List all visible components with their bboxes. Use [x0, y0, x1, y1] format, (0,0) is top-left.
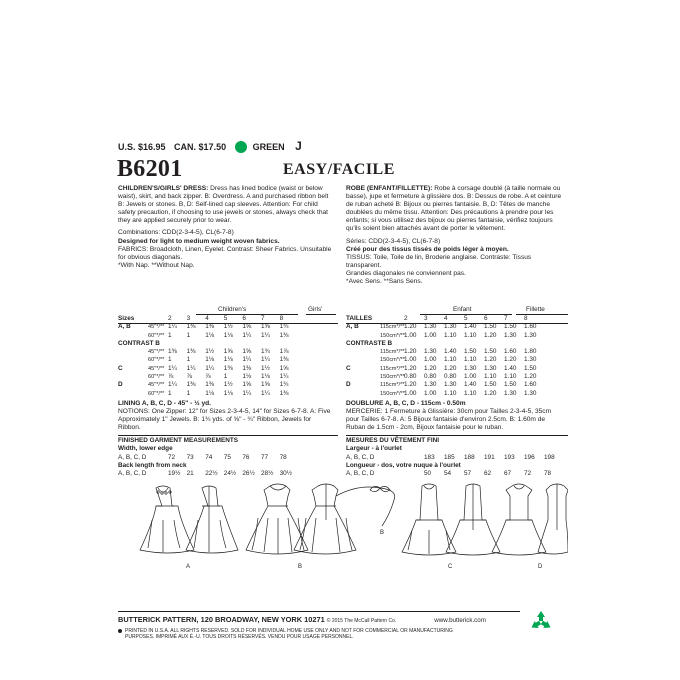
en-yardage-cell: 1¼ [260, 356, 270, 364]
fr-back-views: A, B, C, D [346, 470, 375, 478]
en-back-value: 26½ [242, 470, 255, 478]
en-yardage-cell: 1⅜ [279, 331, 289, 339]
sketch-label-b: B [298, 564, 303, 570]
fr-yardage-cell: 1.50 [484, 348, 497, 356]
fr-yardage-cell: 1.50 [484, 381, 497, 389]
fr-back-value: 54 [444, 470, 452, 478]
en-yardage-cell: 1¼ [260, 331, 270, 339]
fr-finished-rule [346, 435, 568, 436]
en-yardage-row [118, 381, 298, 389]
fr-yardage-cell: 1.10 [464, 389, 477, 397]
fr-back-value: 78 [544, 470, 552, 478]
fr-size: 4 [444, 315, 448, 322]
fr-size: 7 [504, 315, 508, 322]
en-size: 7 [260, 315, 265, 322]
fr-yardage-cell: 1.30 [424, 348, 437, 356]
en-group-children: Children's [218, 306, 247, 313]
en-back-value: 22½ [205, 470, 218, 478]
sketch-b-front [246, 484, 308, 554]
fr-yardage-cell: 1.00 [404, 356, 417, 364]
en-section-row [118, 340, 298, 348]
footer-url: www.butterick.com [434, 617, 486, 624]
fr-yardage-cell: 1.20 [404, 381, 417, 389]
en-back-value: 30½ [279, 470, 293, 478]
footer-rule [118, 611, 520, 612]
en-fabric-width: 45"*/** [148, 365, 165, 372]
en-view-label [118, 348, 148, 356]
fr-fabric-width: 115cm*/** [380, 324, 405, 331]
fr-yardage-cell: 1.50 [504, 381, 517, 389]
english-description [118, 185, 333, 273]
fr-nap-note: *Avec Sens. **Sans Sens. [346, 278, 423, 286]
sketch-label-a: A [186, 564, 191, 570]
en-yardage-cell: 1⅛ [223, 331, 233, 339]
fr-fabric-width: 115cm*/** [380, 365, 405, 372]
fr-yardage-cell: 1.40 [504, 364, 517, 372]
en-yardage-cell: 1¼ [186, 364, 196, 372]
fr-view-label [346, 390, 380, 398]
fr-yardage-cell: 1.20 [504, 356, 517, 364]
fr-fabric-width: 150cm*/** [380, 374, 405, 381]
fr-yardage-cell: 1.20 [524, 373, 537, 381]
fr-yardage-cell: 1.10 [504, 373, 517, 381]
fr-size: 5 [464, 315, 468, 322]
en-yardage-table [118, 315, 298, 398]
fr-view-label [346, 348, 380, 356]
en-yardage-row [118, 365, 298, 373]
fr-yardage-cell: 1.30 [504, 331, 517, 339]
en-back-label: Back length from neck [118, 461, 187, 469]
en-size: 4 [205, 315, 209, 322]
en-size: 6 [242, 315, 246, 322]
en-group-girls: Girls' [308, 306, 323, 313]
sketch-b-ribbon [336, 486, 395, 526]
fr-group-enfant: Enfant [453, 306, 472, 313]
fr-yardage-cell: 1.30 [464, 364, 477, 372]
en-yardage-cell: 1¾ [279, 323, 289, 331]
fr-yardage-cell: 1.20 [404, 364, 417, 372]
fr-width-value: 191 [484, 453, 495, 461]
en-fabric-width: 60"*/** [148, 357, 165, 364]
fr-yardage-cell: 1.20 [484, 389, 497, 397]
en-yardage-cell: 1⅛ [260, 373, 270, 381]
fr-yardage-table [346, 315, 544, 398]
en-yardage-cell: 1 [223, 373, 228, 381]
en-yardage-cell: 1⅜ [168, 348, 177, 356]
en-yardage-cell: ⅞ [186, 373, 192, 381]
fr-back-value: 72 [524, 470, 532, 478]
en-width-value: 74 [205, 453, 213, 461]
en-yardage-cell: 1⅜ [279, 389, 289, 397]
pattern-number: B6201 [117, 156, 183, 182]
en-yardage-cell: 1⅝ [260, 381, 270, 389]
en-yardage-cell: 1⅛ [205, 331, 215, 339]
en-nap-note: *With Nap. **Without Nap. [118, 261, 195, 269]
en-yardage-cell: 1⅜ [279, 356, 289, 364]
fr-lining-notions [346, 400, 564, 435]
fr-size: 3 [424, 315, 428, 322]
footer-fine-line-1: PRINTED IN U.S.A. ALL RIGHTS RESERVED. SOLD FOR INDIVIDUAL HOME USE ONLY AND NOT FOR COMMERCIAL OR MANUFACTURING [125, 628, 453, 634]
en-fabric-width: 45"*/** [148, 324, 165, 331]
fr-yardage-cell: 1.10 [464, 356, 477, 364]
en-yardage-cell: 1⅛ [223, 356, 233, 364]
en-yardage-cell: 1½ [260, 364, 270, 372]
fr-yardage-cell: 1.30 [524, 356, 537, 364]
en-section-label: CONTRAST B [118, 339, 160, 347]
fr-fabric-width: 150cm*/** [380, 357, 405, 364]
fr-yardage-row [346, 323, 544, 331]
en-yardage-cell: 1¾ [260, 348, 270, 356]
fr-yardage-cell: 1.40 [464, 323, 477, 331]
fr-yardage-cell: 1.00 [404, 331, 417, 339]
en-finished-measurements [118, 437, 298, 478]
en-back-value: 24½ [223, 470, 237, 478]
en-back-value: 28½ [260, 470, 274, 478]
fr-view-label: C [346, 364, 351, 372]
fr-fabric-width: 150cm*/** [380, 332, 405, 339]
en-yardage-cell: 1⅛ [205, 389, 215, 397]
en-view-label [118, 356, 148, 364]
fr-yardage-row [346, 356, 544, 364]
en-yardage-cell: 1⅛ [223, 389, 233, 397]
fr-yardage-row [346, 390, 544, 398]
fr-view-label [346, 332, 380, 340]
en-yardage-cell: 1 [168, 331, 172, 339]
fr-yardage-cell: 0.80 [444, 373, 457, 381]
fr-yardage-cell: 1.20 [444, 364, 457, 372]
fr-yardage-cell: 1.30 [424, 381, 437, 389]
en-yardage-cell: 1⅛ [205, 356, 215, 364]
fr-notions: MERCERIE: 1 Fermeture à Glissière: 30cm pour Tailles 2-3-4-5, 35cm pour Tailles 6-7-8. A: 5 Bijoux fantaisie d'environ 2.5cm. B: 1.60m de Ruban de 1.5cm - 2cm, Bijoux fantaisie pour le ruban. [346, 408, 552, 432]
en-yardage-row [118, 323, 298, 331]
fr-yardage-cell: 0.80 [404, 373, 417, 381]
difficulty-label: EASY/FACILE [283, 161, 395, 178]
en-yardage-cell: 1⅛ [242, 373, 252, 381]
fr-fabric-width: 115cm*/** [380, 382, 405, 389]
price-letter: J [295, 139, 302, 153]
en-yardage-cell: 1¼ [242, 331, 252, 339]
fr-back-value: 57 [464, 470, 472, 478]
fr-yardage-cell: 1.40 [444, 348, 457, 356]
en-yardage-cell: 1⅜ [242, 364, 252, 372]
en-yardage-cell: 1⅝ [223, 348, 233, 356]
technical-sketches [118, 480, 568, 575]
en-yardage-cell: 1¼ [205, 364, 215, 372]
en-finished-rule [118, 435, 338, 436]
en-yardage-cell: 1½ [223, 323, 233, 331]
fr-view-label: A, B [346, 323, 359, 331]
en-yardage-cell: 1¼ [279, 373, 289, 381]
en-size: 8 [279, 315, 284, 322]
en-back-value: 19½ [168, 470, 181, 478]
fr-yardage-cell: 1.50 [484, 323, 497, 331]
fr-fabric-width: 115cm*/** [380, 349, 405, 356]
fr-back-value: 62 [484, 470, 492, 478]
en-yardage-cell: 1 [186, 356, 191, 364]
fr-yardage-cell: 1.60 [524, 381, 537, 389]
fr-yardage-cell: 1.20 [404, 323, 417, 331]
fr-combinations: Séries: CDD(2-3-4-5), CL(6-7-8) [346, 237, 441, 245]
sketch-d-front [492, 484, 546, 555]
en-view-label: A, B [118, 323, 131, 331]
en-yardage-cell: 1 [168, 356, 172, 364]
en-width-views: A, B, C, D [118, 453, 147, 461]
fr-yardage-cell: 1.20 [484, 356, 497, 364]
fr-header-rule [346, 323, 568, 324]
en-combinations: Combinations: CDD(2-3-4-5), CL(6-7-8) [118, 229, 234, 237]
en-view-label [118, 373, 148, 381]
fr-view-label [346, 356, 380, 364]
en-yardage-cell: 1⅜ [186, 323, 196, 331]
fr-yardage-cell: 1.30 [524, 389, 537, 397]
color-name: GREEN [252, 142, 285, 152]
en-yardage-cell: 1¼ [242, 389, 252, 397]
fr-yardage-cell: 1.30 [504, 389, 517, 397]
en-yardage-cell: 1 [186, 389, 191, 397]
fr-yardage-row [346, 373, 544, 381]
en-yardage-row [118, 390, 298, 398]
color-dot [235, 141, 247, 153]
fr-yardage-cell: 1.30 [484, 364, 497, 372]
fr-size: 8 [524, 315, 528, 322]
en-width-value: 72 [168, 453, 176, 461]
fr-yardage-row [346, 332, 544, 340]
fr-width-views: A, B, C, D [346, 453, 375, 461]
fr-yardage-cell: 1.60 [504, 348, 517, 356]
en-fabric-width: 45"*/** [148, 382, 165, 389]
fr-yardage-cell: 1.00 [424, 389, 437, 397]
en-yardage-cell: 1½ [223, 381, 233, 389]
sketch-b-back [294, 484, 356, 554]
fr-yardage-cell: 1.00 [424, 356, 437, 364]
sketch-a-front [140, 486, 194, 553]
en-yardage-cell: 1⅝ [279, 364, 289, 372]
fr-yardage-cell: 1.10 [484, 373, 497, 381]
sketch-d-back [538, 484, 568, 554]
en-yardage-cell: 1¾ [279, 381, 289, 389]
fr-section-row [346, 340, 544, 348]
en-designed: Designed for light to medium weight woven fabrics. [118, 237, 280, 245]
en-back-value: 21 [186, 470, 194, 478]
en-yardage-row [118, 332, 298, 340]
fr-yardage-cell: 1.00 [424, 331, 437, 339]
en-yardage-cell: 1⅝ [242, 323, 252, 331]
sketch-label-b-ribbon: B [380, 530, 385, 536]
en-yardage-cell: 1 [168, 389, 172, 397]
en-yardage-cell: 1⅝ [260, 323, 270, 331]
fr-fabrics: TISSUS: Toile, Toile de lin, Broderie anglaise. Contraste: Tissus transparent. [346, 253, 532, 269]
fr-yardage-cell: 1.30 [424, 323, 437, 331]
en-lining-notions [118, 400, 333, 435]
en-width-value: 75 [223, 453, 231, 461]
en-yardage-cell: 1⅜ [205, 323, 215, 331]
footer-fine-print [118, 628, 453, 640]
en-yardage-row [118, 348, 298, 356]
fr-width-value: 183 [424, 453, 435, 461]
fr-fabric-width: 150cm*/** [380, 390, 405, 397]
sketch-a-back [186, 486, 238, 553]
en-yardage-cell: 1¼ [260, 389, 270, 397]
en-lining: LINING A, B, C, D - 45" - ½ yd. [118, 400, 212, 407]
en-yardage-cell: 1 [186, 331, 191, 339]
fr-title: ROBE (ENFANT/FILLETTE): [346, 185, 433, 192]
fr-size: 2 [404, 315, 408, 322]
fr-view-label: D [346, 381, 351, 389]
fr-yardage-cell: 1.30 [444, 381, 457, 389]
fr-yardage-cell: 1.80 [524, 348, 537, 356]
en-yardage-cell: ⅞ [168, 373, 174, 381]
fr-width-value: 185 [444, 453, 455, 461]
fr-finished-measurements [346, 437, 564, 478]
en-yardage-cell: 1⅜ [186, 348, 196, 356]
fr-yardage-cell: 1.10 [444, 389, 457, 397]
fr-yardage-cell: 1.50 [504, 323, 517, 331]
en-girls-rule [306, 314, 336, 315]
fr-back-value: 67 [504, 470, 512, 478]
en-fabrics: FABRICS: Broadcloth, Linen, Eyelet. Contrast: Sheer Fabrics. Unsuitable for obvious diagonals. [118, 245, 332, 261]
fr-yardage-cell: 1.00 [404, 389, 417, 397]
en-size: 2 [168, 315, 172, 322]
fr-width-value: 198 [544, 453, 555, 461]
footer-company: BUTTERICK PATTERN, 120 BROADWAY, NEW YORK 10271 [118, 615, 325, 624]
en-width-value: 76 [242, 453, 250, 461]
en-yardage-cell: ⅞ [205, 373, 211, 381]
fr-lining: DOUBLURE A, B, C, D - 115cm - 0.50m [346, 400, 466, 407]
fr-yardage-row [346, 365, 544, 373]
fr-yardage-row [346, 381, 544, 389]
fr-width-value: 196 [524, 453, 535, 461]
en-yardage-cell: 1⅞ [279, 348, 289, 356]
en-width-value: 77 [260, 453, 269, 461]
fr-size: 6 [484, 315, 488, 322]
recycle-icon [528, 609, 554, 635]
en-yardage-cell: 1⅝ [242, 381, 252, 389]
en-yardage-cell: 1½ [205, 348, 215, 356]
fr-designed: Créé pour des tissus tissés de poids léger à moyen. [346, 245, 509, 253]
fr-yardage-cell: 1.30 [444, 323, 457, 331]
en-yardage-cell: 1⅝ [242, 348, 252, 356]
fr-yardage-row [346, 348, 544, 356]
footer-company-line [118, 615, 486, 624]
fr-group-fillette: Fillette [526, 306, 545, 313]
fr-back-value: 50 [424, 470, 432, 478]
price-line [118, 139, 308, 153]
en-width-value: 78 [279, 453, 287, 461]
fr-finished-title: MESURES DU VÊTEMENT FINI [346, 437, 440, 444]
fr-width-value: 188 [464, 453, 475, 461]
en-fabric-width: 60"*/** [148, 332, 165, 339]
fr-yardage-cell: 0.80 [424, 373, 437, 381]
en-size: 5 [223, 315, 228, 322]
fr-yardage-cell: 1.10 [464, 331, 477, 339]
fr-description: Robe à corsage doublé (à taille normale ou basse), jupe et fermeture à glissière dos. B: Dessus de robe. A et ceinture de ruban acheté B: Bijoux ou pierres fantaisie. B, D: Têtes de manche doublées du même tissu. Attention: Des précautions à prendre pour les enfants; si vous utilisez des bijoux ou pierres fantaisie, vérifiez toujours qu'ils soient bien attachés avant de porter le vêtement. [346, 185, 562, 233]
fr-view-label [346, 373, 380, 381]
en-notions: NOTIONS: One Zipper: 12" for Sizes 2-3-4-5, 14" for Sizes 6-7-8. A: Five Approximately 1" Jewels. B: 1¾ yds. of ⅝" - ¾" Ribbon, Jewels for Ribbon. [118, 408, 331, 432]
fr-yardage-cell: 1.20 [404, 348, 417, 356]
en-yardage-cell: 1¼ [168, 364, 177, 372]
fr-sizes-label: TAILLES [346, 315, 373, 322]
en-yardage-cell: 1⅜ [186, 381, 196, 389]
printed-bullet-icon [118, 629, 122, 633]
en-yardage-row [118, 373, 298, 381]
en-title: CHILDREN'S/GIRLS' DRESS: [118, 185, 209, 192]
fr-width-label: Largeur - à l'ourlet [346, 445, 402, 453]
sketch-label-c: C [448, 564, 453, 570]
french-description [346, 185, 564, 289]
en-fabric-width: 45"*/** [148, 349, 165, 356]
en-back-views: A, B, C, D [118, 470, 147, 478]
en-width-value: 73 [186, 453, 194, 461]
fr-yardage-cell: 1.10 [444, 356, 457, 364]
en-yardage-cell: 1¼ [242, 356, 252, 364]
fr-yardage-cell: 1.00 [464, 373, 477, 381]
en-yardage-cell: 1¼ [168, 381, 177, 389]
en-view-label: D [118, 381, 123, 389]
fr-yardage-cell: 1.30 [524, 331, 537, 339]
en-finished-title: FINISHED GARMENT MEASUREMENTS [118, 437, 239, 444]
fr-diagonal: Grandes diagonales ne conviennent pas. [346, 269, 466, 277]
price-us: U.S. $16.95 [118, 142, 166, 152]
price-can: CAN. $17.50 [174, 142, 227, 152]
fr-back-label: Longueur - dos, votre nuque à l'ourlet [346, 461, 461, 469]
fr-section-label: CONTRASTE B [346, 339, 393, 347]
en-view-label [118, 332, 148, 340]
en-fabric-width: 60"*/** [148, 390, 165, 397]
en-view-label: C [118, 364, 123, 372]
sketch-c-back [446, 484, 500, 555]
fr-yardage-cell: 1.60 [524, 323, 537, 331]
en-size: 3 [186, 315, 191, 322]
fr-yardage-cell: 1.40 [464, 381, 477, 389]
sketch-c-front [402, 484, 456, 555]
en-yardage-row [118, 356, 298, 364]
en-view-label [118, 390, 148, 398]
en-header-rule [118, 323, 338, 324]
fr-yardage-cell: 1.20 [484, 331, 497, 339]
en-sizes-label: Sizes [118, 315, 135, 322]
en-yardage-cell: 1¼ [168, 323, 177, 331]
fr-yardage-cell: 1.50 [464, 348, 477, 356]
en-yardage-cell: 1⅜ [205, 381, 215, 389]
en-fabric-width: 60"*/** [148, 374, 165, 381]
fr-yardage-cell: 1.50 [524, 364, 537, 372]
fr-yardage-cell: 1.20 [424, 364, 437, 372]
footer-copyright: © 2015 The McCall Pattern Co. [326, 618, 397, 624]
fr-width-value: 193 [504, 453, 515, 461]
en-description: Dress has lined bodice (waist or below waist), skirt, and back zipper. B: Overdress. A and purchased ribbon belt B: Jewels or stones. B, D: Self-lined cap sleeves. Attention: For child safety precaution, if choosing to use jewels or stones, always check that they are applied securely prior to wear. [118, 185, 329, 225]
en-width-label: Width, lower edge [118, 445, 173, 453]
footer-fine-line-2: PURPOSES. IMPRIMÉ AUX É.-U. TOUS DROITS RÉSERVÉS. VENDU POUR USAGE PERSONNEL. [125, 634, 354, 641]
fr-yardage-cell: 1.10 [444, 331, 457, 339]
sketch-label-d: D [538, 564, 543, 570]
en-yardage-cell: 1⅜ [223, 364, 233, 372]
